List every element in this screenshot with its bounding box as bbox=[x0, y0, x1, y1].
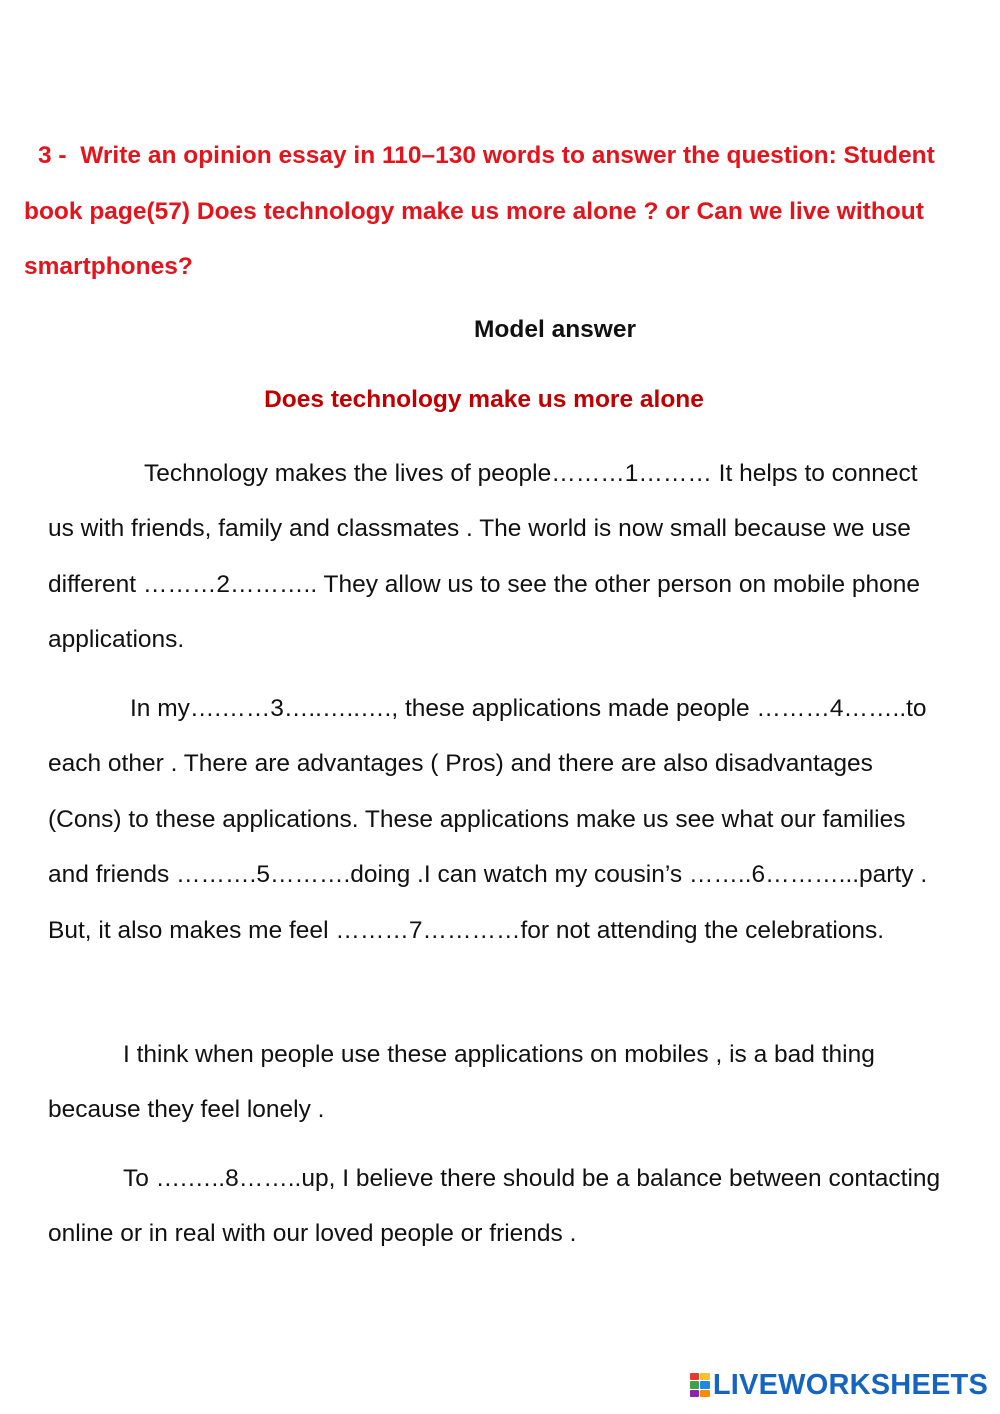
logo-block bbox=[690, 1373, 700, 1380]
question-number: 3 - bbox=[38, 142, 67, 169]
essay-title: Does technology make us more alone bbox=[264, 386, 704, 413]
question-prompt bbox=[24, 128, 969, 295]
essay-paragraph-4: To ….…..8……..up, I believe there should be a balance between contacting online or in real with our loved people or friends . bbox=[48, 1165, 941, 1248]
liveworksheets-logo bbox=[690, 1370, 988, 1400]
model-answer-heading: Model answer bbox=[473, 316, 636, 343]
logo-block bbox=[690, 1390, 700, 1397]
logo-block bbox=[690, 1381, 700, 1388]
logo-block bbox=[700, 1381, 710, 1388]
logo-text: LIVEWORKSHEETS bbox=[712, 1368, 988, 1401]
essay-paragraph-2: In my….……3…..…..…., these applications made people ………4……..to each other . There are advantages ( Pros) and there are also disadvantages (Cons) to these applications. These applications make us see what our families and friends ……….5……….doing .I can watch my cousin’s ……..6………...party . But, it also makes me feel ………7…………for not attending the celebrations. bbox=[48, 695, 928, 944]
essay-paragraph-1: Technology makes the lives of people………1……… It helps to connect us with friends, family and classmates . The world is now small because we use different ………2……….. They allow us to see the other person on mobile phone applications. bbox=[48, 460, 921, 654]
essay-paragraph-3: I think when people use these applications on mobiles , is a bad thing because they feel lonely . bbox=[48, 1041, 875, 1124]
liveworksheets-logo-icon bbox=[690, 1373, 710, 1397]
logo-block bbox=[700, 1390, 710, 1397]
logo-block bbox=[700, 1373, 710, 1380]
question-text: Write an opinion essay in 110–130 words to answer the question: Student book page(57) Does technology make us more alone ? or Can we live without smartphones? bbox=[24, 142, 935, 280]
